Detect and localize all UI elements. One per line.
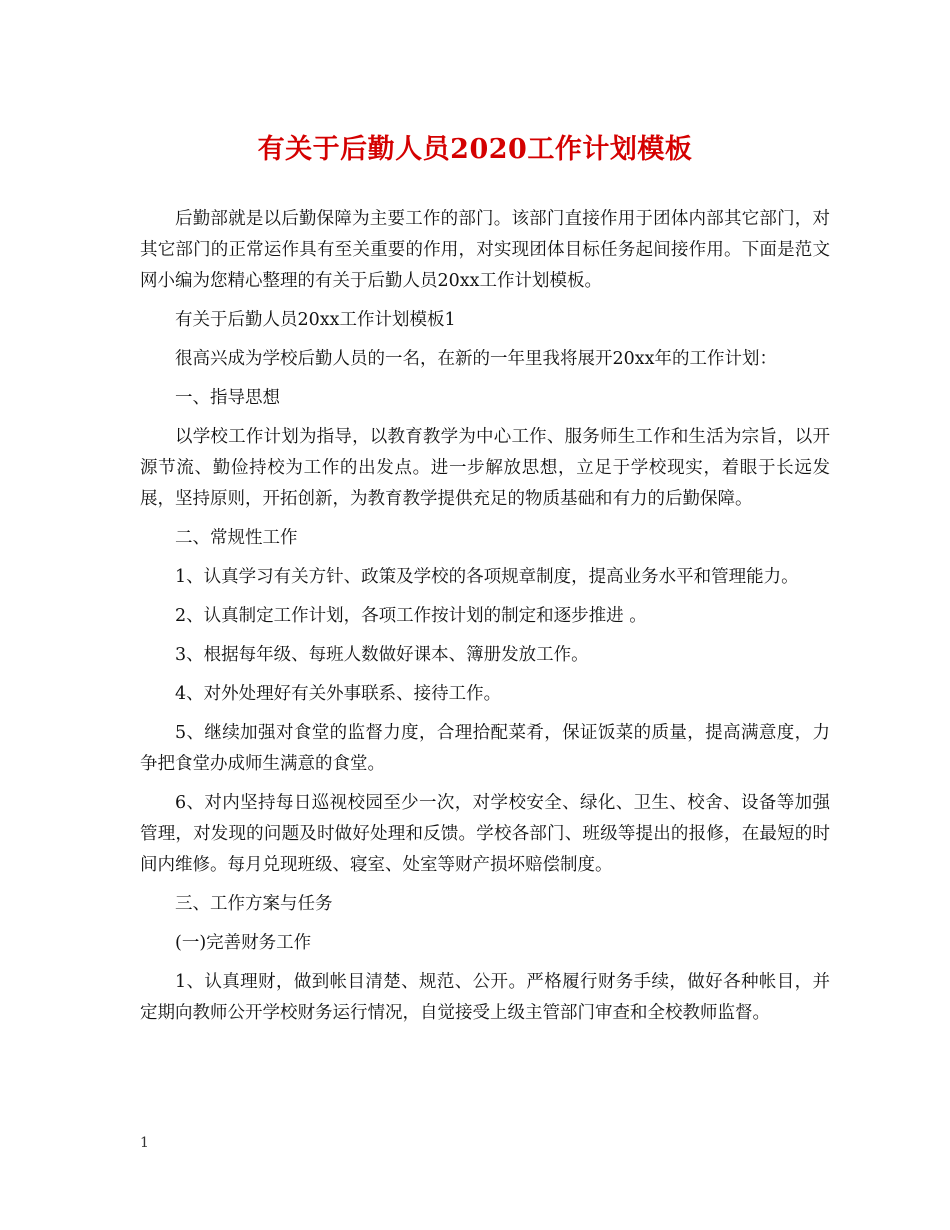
document-title: 有关于后勤人员2020工作计划模板 — [257, 134, 693, 165]
document-body — [140, 204, 830, 1037]
list-item-finance-1: 1、认真理财，做到帐目清楚、规范、公开。严格履行财务手续，做好各种帐目，并定期向教师公开学校财务运行情况，自觉接受上级主管部门审查和全校教师监督。 — [140, 972, 830, 1023]
section-heading-plan-tasks: 三、工作方案与任务 — [175, 894, 333, 914]
paragraph-intro: 后勤部就是以后勤保障为主要工作的部门。该部门直接作用于团体内部其它部门，对其它部门的正常运作具有至关重要的作用，对实现团体目标任务起间接作用。下面是范文网小编为您精心整理的有关于后勤人员20xx工作计划模板。 — [140, 209, 830, 291]
paragraph-guiding-thought: 以学校工作计划为指导，以教育教学为中心工作、服务师生工作和生活为宗旨，以开源节流、勤俭持校为工作的出发点。进一步解放思想，立足于学校现实，着眼于长远发展，坚持原则，开拓创新，为教育教学提供充足的物质基础和有力的后勤保障。 — [140, 427, 830, 509]
subsection-heading-finance: (一)完善财务工作 — [175, 933, 312, 953]
list-item-routine-4: 4、对外处理好有关外事联系、接待工作。 — [175, 684, 502, 704]
section-heading-routine-work: 二、常规性工作 — [175, 528, 298, 548]
section-heading-guiding-thought: 一、指导思想 — [175, 388, 280, 408]
page-number: 1 — [140, 1135, 149, 1151]
list-item-routine-2: 2、认真制定工作计划，各项工作按计划的制定和逐步推进 。 — [175, 606, 647, 626]
list-item-routine-3: 3、根据每年级、每班人数做好课本、簿册发放工作。 — [175, 645, 589, 665]
paragraph-opening: 很高兴成为学校后勤人员的一名，在新的一年里我将展开20xx年的工作计划： — [175, 349, 778, 369]
paragraph-subtitle: 有关于后勤人员20xx工作计划模板1 — [175, 310, 456, 330]
list-item-routine-1: 1、认真学习有关方针、政策及学校的各项规章制度，提高业务水平和管理能力。 — [175, 567, 799, 587]
list-item-routine-5: 5、继续加强对食堂的监督力度，合理拾配菜肴，保证饭菜的质量，提高满意度，力争把食堂办成师生满意的食堂。 — [140, 723, 830, 774]
list-item-routine-6: 6、对内坚持每日巡视校园至少一次，对学校安全、绿化、卫生、校舍、设备等加强管理，对发现的问题及时做好处理和反馈。学校各部门、班级等提出的报修，在最短的时间内维修。每月兑现班级、寝室、处室等财产损坏赔偿制度。 — [140, 793, 830, 875]
